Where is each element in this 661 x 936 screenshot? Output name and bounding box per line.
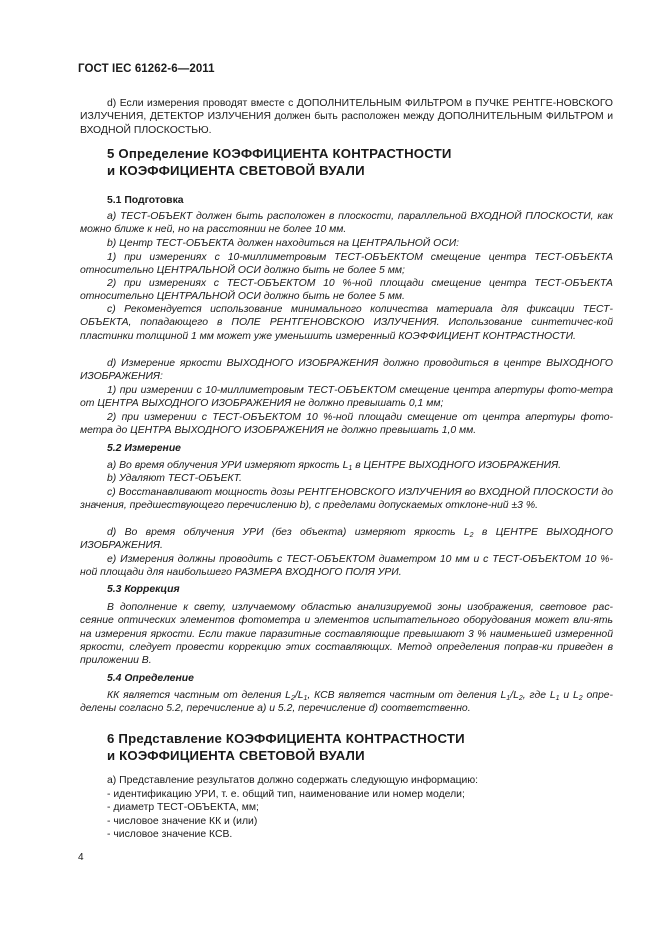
s51-item-d2: 2) при измерении с ТЕСТ-ОБЪЕКТОМ 10 %-ной площади смещение от центра апертуры фото-метра до ЦЕНТРА ВЫХОДНОГО ИЗОБРАЖЕНИЯ не должно превышать 1,0 мм. — [80, 412, 613, 437]
document-header: ГОСТ IEC 61262-6—2011 — [78, 63, 215, 75]
s51-item-b2: 2) при измерениях с ТЕСТ-ОБЪЕКТОМ 10 %-ной площади смещение центра ТЕСТ-ОБЪЕКТА относительно ЦЕНТРАЛЬНОЙ ОСИ должно быть не более 5 мм. — [80, 278, 613, 303]
s51-item-b1: 1) при измерениях с 10-миллиметровым ТЕСТ-ОБЪЕКТОМ смещение центра ТЕСТ-ОБЪЕКТА относительно ЦЕНТРАЛЬНОЙ ОСИ должно быть не более 5 мм; — [80, 252, 613, 277]
s54-text: КК является частным от деления $L_2/L_1$, КСВ является частным от деления $L_1/L_2$, где $L_1$ и $L_2$ опре-делены согласно 5.2, перечисление а) и 5.2, перечисление d) соответственно. — [80, 690, 613, 715]
section-5-4-heading: 5.4 Определение — [107, 673, 194, 684]
section-5-2-heading: 5.2 Измерение — [107, 443, 181, 454]
section-5-3-heading: 5.3 Коррекция — [107, 584, 180, 595]
intro-paragraph-d: d) Если измерения проводят вместе с ДОПОЛНИТЕЛЬНЫМ ФИЛЬТРОМ в ПУЧКЕ РЕНТГЕ-НОВСКОГО ИЗЛУЧЕНИЯ, ДЕТЕКТОР ИЗЛУЧЕНИЯ должен быть расположен между ДОПОЛНИТЕЛЬНЫМ ФИЛЬТРОМ и ВХОДНОЙ ПЛОСКОСТЬЮ. — [80, 98, 613, 136]
s6-list-item: - идентификацию УРИ, т. е. общий тип, наименование или номер модели; — [107, 789, 465, 800]
section-6-title: 6 Представление КОЭФФИЦИЕНТА КОНТРАСТНОСТИ и КОЭФФИЦИЕНТА СВЕТОВОЙ ВУАЛИ — [107, 731, 465, 763]
s52-item-a: а) Во время облучения УРИ измеряют яркость $L_1$ в ЦЕНТРЕ ВЫХОДНОГО ИЗОБРАЖЕНИЯ. — [107, 460, 562, 472]
s6-list-item: - числовое значение КСВ. — [107, 829, 233, 840]
s52-item-d: d) Во время облучения УРИ (без объекта) измеряют яркость $L_2$ в ЦЕНТРЕ ВЫХОДНОГО ИЗОБРАЖЕНИЯ. — [80, 527, 614, 552]
s52-item-e: е) Измерения должны проводить с ТЕСТ-ОБЪЕКТОМ диаметром 10 мм и с ТЕСТ-ОБЪЕКТОМ 10 %-ной площади для наибольшего РАЗМЕРА ВХОДНОГО ПОЛЯ УРИ. — [80, 554, 613, 579]
s51-item-d1: 1) при измерении с 10-миллиметровым ТЕСТ-ОБЪЕКТОМ смещение центра апертуры фото-метра от ЦЕНТРА ВЫХОДНОГО ИЗОБРАЖЕНИЯ не должно превышать 0,1 мм; — [80, 385, 613, 410]
s51-item-c: с) Рекомендуется использование минимального количества материала для фиксации ТЕСТ-ОБЪЕКТА, попадающего в ПОЛЕ РЕНТГЕНОВСКОЮ ИЗЛУЧЕНИЯ. Использование синтетичес-кой пластинки толщиной 1 мм может уже уменьшить измеренный КОЭФФИЦИЕНТ КОНТРАСТНОСТИ. — [80, 304, 613, 342]
s52-item-c: с) Восстанавливают мощность дозы РЕНТГЕНОВСКОГО ИЗЛУЧЕНИЯ во ВХОДНОЙ ПЛОСКОСТИ до значения, предшествующего перечислению b), с пределами допускаемых отклоне-ний ±3 %. — [80, 487, 613, 512]
section-5-1-heading: 5.1 Подготовка — [107, 195, 184, 206]
s6-list-item: - диаметр ТЕСТ-ОБЪЕКТА, мм; — [107, 802, 259, 813]
page-number: 4 — [78, 852, 84, 863]
s52-item-b: b) Удаляют ТЕСТ-ОБЪЕКТ. — [107, 473, 242, 484]
s51-item-d: d) Измерение яркости ВЫХОДНОГО ИЗОБРАЖЕНИЯ должно проводиться в центре ВЫХОДНОГО ИЗОБРАЖЕНИЯ: — [80, 358, 613, 383]
s51-item-b: b) Центр ТЕСТ-ОБЪЕКТА должен находиться на ЦЕНТРАЛЬНОЙ ОСИ: — [107, 238, 460, 249]
section-5-title: 5 Определение КОЭФФИЦИЕНТА КОНТРАСТНОСТИ и КОЭФФИЦИЕНТА СВЕТОВОЙ ВУАЛИ — [107, 146, 452, 178]
s6-intro: а) Представление результатов должно содержать следующую информацию: — [107, 775, 479, 786]
s53-text: В дополнение к свету, излучаемому областью анализируемой зоны изображения, световое рас-сеяние оптических элементов фотометра и элементов испытательного оборудования может вли-ять на измерения яркости. Если такие паразитные составляющие превышают 3 % наименьшей измеренной яркости, следует провести коррекцию этих составляющих. Метод определения поправ-ки приведен в приложении В. — [80, 602, 613, 667]
s6-list-item: - числовое значение КК и (или) — [107, 816, 258, 827]
s51-item-a: а) ТЕСТ-ОБЪЕКТ должен быть расположен в плоскости, параллельной ВХОДНОЙ ПЛОСКОСТИ, как можно ближе к ней, но на расстоянии не более 10 мм. — [80, 211, 613, 236]
